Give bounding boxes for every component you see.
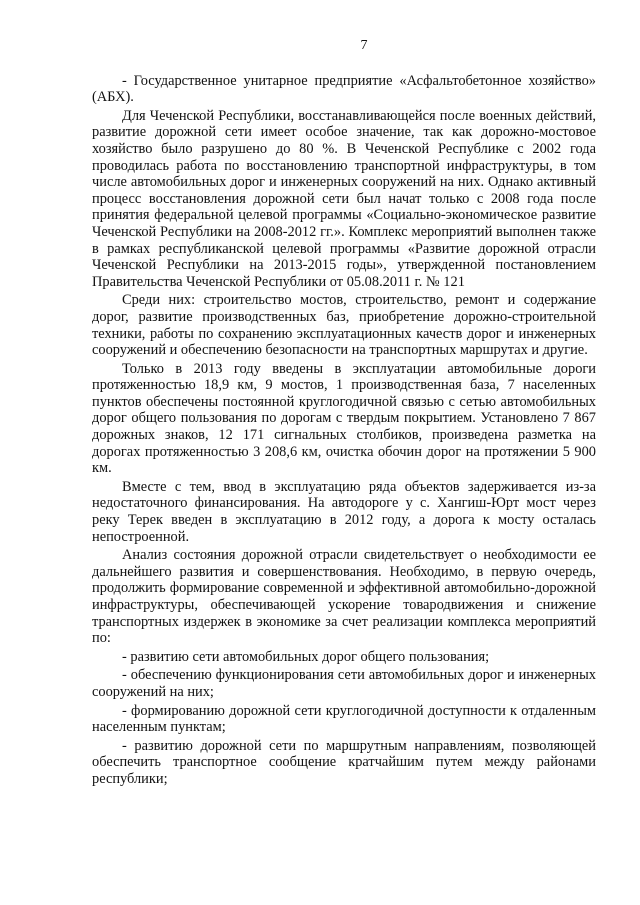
paragraph-2013-results: Только в 2013 году введены в эксплуатации автомобильные дороги протяженностью 18,9 км, 9 мостов, 1 производственная база, 7 населенных пунктов обеспечены постоянной круглогодичной связью с сетью автомобильных дорог общего пользования по дорогам с твердым покрытием. Установлено 7 867 дорожных знаков, 12 171 сигнальных столбиков, произведена разметка на дорогах протяженностью 3 208,6 км, очистка обочин дорог на протяжении 5 900 км. <box>92 360 596 477</box>
list-item-network-functioning: - обеспечению функционирования сети автомобильных дорог и инженерных сооружений на них; <box>92 667 596 700</box>
paragraph-financing-delays: Вместе с тем, ввод в эксплуатацию ряда объектов задерживается из-за недостаточного финансирования. На автодороге у с. Хангиш-Юрт мост через реку Терек введен в эксплуатацию в 2012 году, а дорога к мосту осталась непостроенной. <box>92 478 596 545</box>
list-item-public-roads: - развитию сети автомобильных дорог общего пользования; <box>122 648 490 665</box>
list-item-route-directions: - развитию дорожной сети по маршрутным направлениям, позволяющей обеспечить транспортное сообщение кратчайшим путем между районами республики; <box>92 737 596 787</box>
list-item-year-round-access: - формированию дорожной сети круглогодичной доступности к отдаленным населенным пунктам; <box>92 702 596 736</box>
paragraph-chechen-road-network: Для Чеченской Республики, восстанавливающейся после военных действий, развитие дорожной сети имеет особое значение, так как дорожно-мостовое хозяйство было разрушено до 80 %. В Чеченской Республике с 2002 года проводилась работа по восстановлению транспортной инфраструктуры, в том числе автомобильных дорог и инженерных сооружений на них. Однако активный процесс восстановления дорожной сети был начат только с 2008 года после принятия федеральной целевой программы «Социально-экономическое развитие Чеченской Республики на 2008-2012 гг.». Комплекс мероприятий выполнен также в рамках республиканской целевой программы «Развитие дорожной отрасли Чеченской Республики на 2013-2015 годы», утвержденной постановлением Правительства Чеченской Республики от 05.08.2011 г. № 121 <box>92 107 596 290</box>
page-number: 7 <box>360 38 368 53</box>
paragraph-abh: - Государственное унитарное предприятие «Асфальтобетонное хозяйство» (АБХ). <box>92 72 596 106</box>
paragraph-activities: Среди них: строительство мостов, строительство, ремонт и содержание дорог, развитие производственных баз, приобретение дорожно-строительной техники, работы по сохранению эксплуатационных качеств дорог и инженерных сооружений и обеспечению безопасности на транспортных маршрутах и другие. <box>92 292 596 359</box>
paragraph-analysis: Анализ состояния дорожной отрасли свидетельствует о необходимости ее дальнейшего развития и совершенствования. Необходимо, в первую очередь, продолжить формирование современной и эффективной автомобильно-дорожной инфраструктуры, обеспечивающей ускорение товародвижения и снижение транспортных издержек в экономике за счет реализации комплекса мероприятий по: <box>92 547 596 647</box>
